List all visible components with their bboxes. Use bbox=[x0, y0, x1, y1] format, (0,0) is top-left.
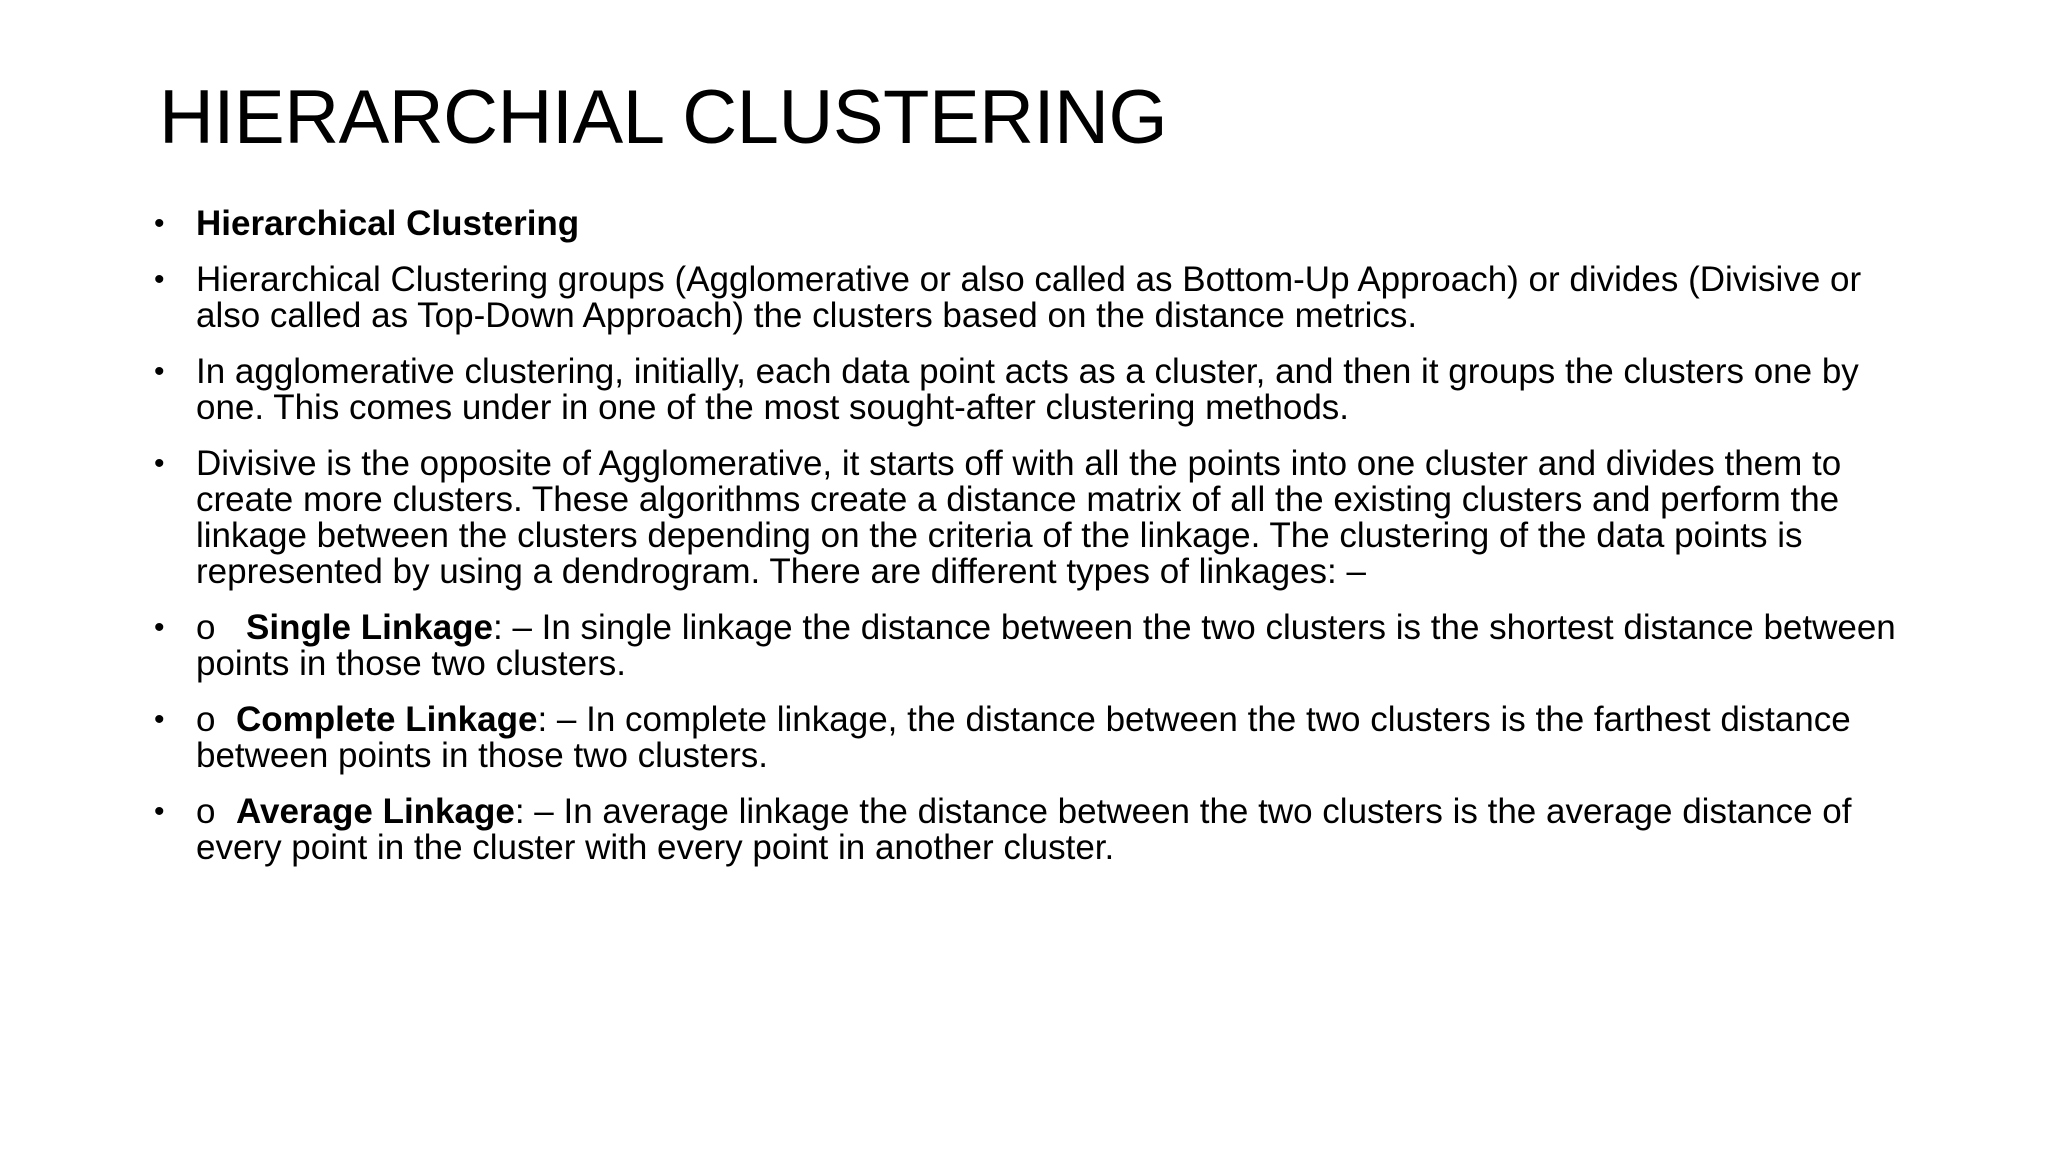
sub-marker: o bbox=[196, 608, 216, 647]
bullet-text: Divisive is the opposite of Agglomerative, it starts off with all the points into one cluster and divides them to create more clusters. These algorithms create a distance matrix of all the existing clusters and perform the linkage between the clusters depending on the criteria of the linkage. The clustering of the data points is represented by using a dendrogram. There are different types of linkages: – bbox=[196, 444, 1842, 591]
bullet-text: In agglomerative clustering, initially, each data point acts as a cluster, and then it groups the clusters one by one. This comes under in one of the most sought-after clustering methods. bbox=[196, 352, 1859, 427]
bullet-dot-icon: • bbox=[154, 355, 165, 388]
sub-marker: o bbox=[196, 792, 216, 831]
bullet-dot-icon: • bbox=[154, 611, 165, 644]
bullet-item-agglomerative bbox=[148, 354, 1928, 426]
bullet-list bbox=[148, 206, 1928, 886]
bullet-dot-icon: • bbox=[154, 795, 165, 828]
linkage-description: : – In single linkage the distance between the two clusters is the shortest distance between points in those two clusters. bbox=[196, 608, 1896, 683]
bullet-item-definition bbox=[148, 262, 1928, 334]
linkage-name: Single Linkage bbox=[246, 608, 493, 647]
bullet-item-single-linkage bbox=[148, 610, 1928, 682]
bullet-item-heading bbox=[148, 206, 1928, 242]
bullet-text: Hierarchical Clustering groups (Agglomerative or also called as Bottom-Up Approach) or divides (Divisive or also called as Top-Down Approach) the clusters based on the distance metrics. bbox=[196, 260, 1862, 335]
linkage-description: : – In complete linkage, the distance between the two clusters is the farthest distance between points in those two clusters. bbox=[196, 700, 1851, 775]
bullet-dot-icon: • bbox=[154, 447, 165, 480]
sub-marker: o bbox=[196, 700, 216, 739]
bullet-item-average-linkage bbox=[148, 794, 1928, 866]
bullet-item-complete-linkage bbox=[148, 702, 1928, 774]
bullet-dot-icon: • bbox=[154, 207, 165, 240]
linkage-name: Average Linkage bbox=[236, 792, 515, 831]
slide-title: HIERARCHIAL CLUSTERING bbox=[159, 75, 1168, 160]
bullet-dot-icon: • bbox=[154, 703, 165, 736]
linkage-name: Complete Linkage bbox=[236, 700, 538, 739]
bullet-heading-text: Hierarchical Clustering bbox=[196, 204, 580, 243]
linkage-description: : – In average linkage the distance between the two clusters is the average distance of every point in the cluster with every point in another cluster. bbox=[196, 792, 1852, 867]
bullet-dot-icon: • bbox=[154, 263, 165, 296]
bullet-item-divisive bbox=[148, 446, 1928, 590]
